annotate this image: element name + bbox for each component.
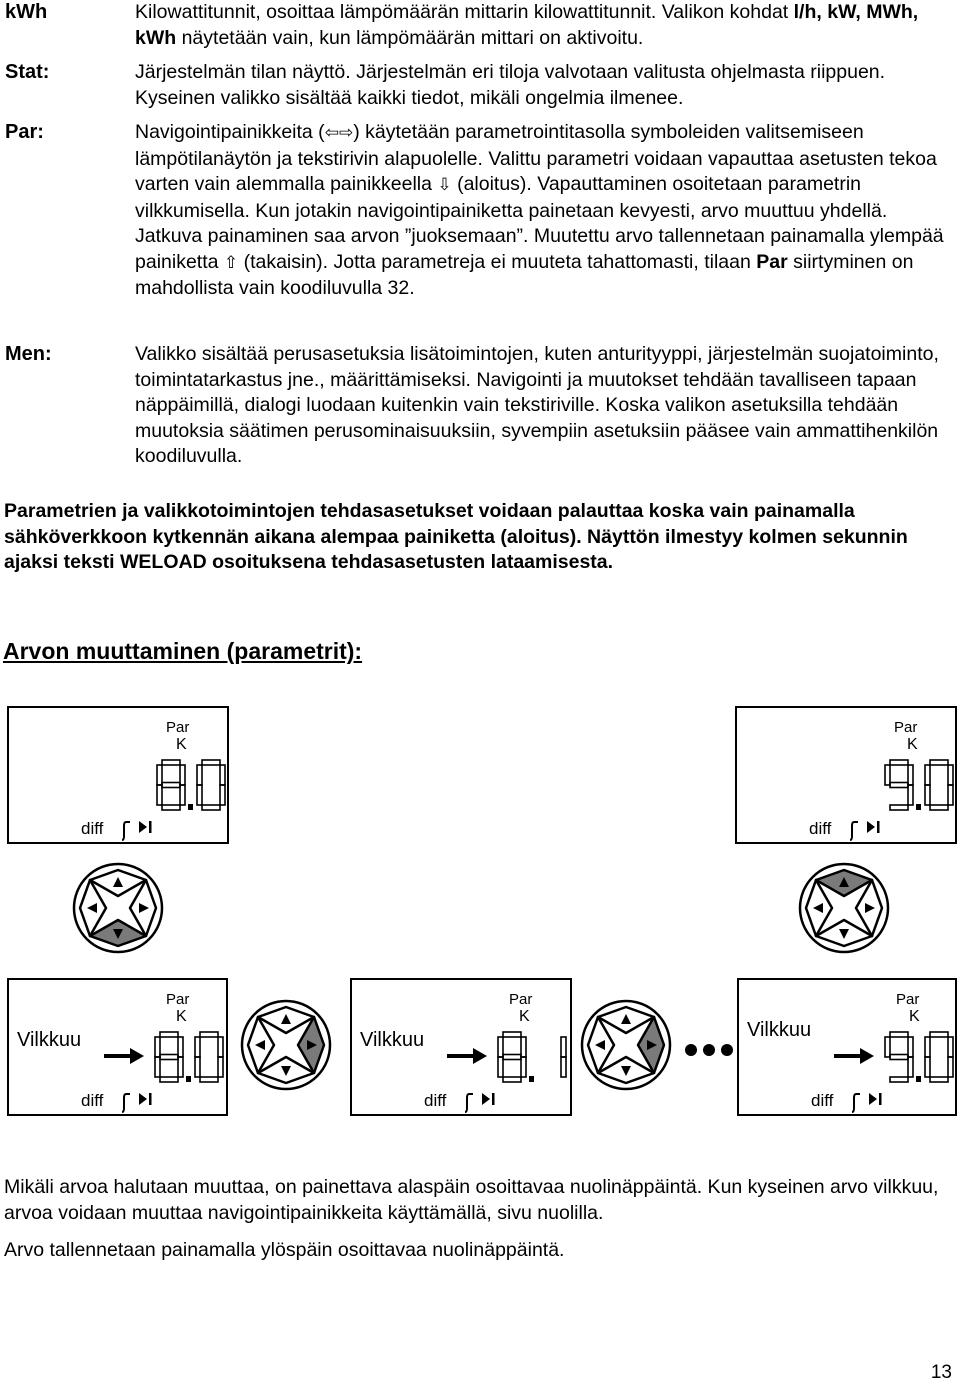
lcd-segment [561, 1057, 566, 1077]
figure-caption-1: Mikäli arvoa halutaan muuttaa, on painettava alaspäin osoittavaa nuolinäppäintä. Kun kyseinen arvo vilkkuu, arvoa voidaan muuttaa navigointipainikkeita käyttämällä, sivu nuolilla. [4, 1176, 939, 1224]
lcd-segment [160, 1077, 178, 1082]
ellipsis-icon [684, 1040, 734, 1063]
arrow-right-icon [447, 1048, 487, 1064]
lcd-digit [195, 1032, 223, 1082]
play-next-icon [139, 1093, 152, 1105]
lcd-segment [948, 1037, 953, 1057]
lcd-decimal-point [916, 1076, 921, 1082]
nav-pad-up-pressed [798, 862, 890, 960]
unit-label: K [909, 1008, 920, 1025]
lcd-digit [925, 1032, 953, 1082]
lcd-segment [197, 785, 202, 805]
par-label: Par [894, 719, 918, 736]
lcd-value [885, 1032, 953, 1082]
lcd-value [155, 1032, 223, 1082]
play-next-icon [139, 821, 152, 833]
lcd-segment [561, 1037, 566, 1057]
lcd-digit [155, 1032, 183, 1082]
blink-label: Vilkkuu [747, 1019, 812, 1041]
def-stat: Järjestelmän tilan näyttö. Järjestelmän eri tiloja valvotaan valitusta ohjelmasta riippuen. Kyseinen valikko sisältää kaikki tiedot, mikäli ongelmia ilmenee. [135, 61, 886, 109]
lcd-segment [195, 1037, 200, 1057]
blink-label: Vilkkuu [17, 1029, 82, 1051]
par-label: Par [509, 991, 533, 1008]
relay-icon [122, 1094, 130, 1112]
arrow-right-icon [834, 1048, 874, 1064]
lcd-display-blink-step [350, 978, 572, 1116]
lcd-segment [890, 760, 908, 765]
lcd-segment [890, 1077, 908, 1082]
lcd-digit [925, 760, 953, 810]
definition-stat [5, 60, 950, 120]
lcd-segment [162, 805, 180, 810]
lcd-segment [890, 1055, 908, 1060]
term-stat: Stat: [5, 61, 50, 83]
lcd-segment [925, 785, 930, 805]
relay-icon [465, 1094, 473, 1112]
par-label: Par [896, 991, 920, 1008]
left-arrow-icon: ⇦ [324, 123, 339, 143]
lcd-segment [503, 1077, 521, 1082]
definition-list [5, 0, 950, 470]
definition-par [5, 120, 950, 332]
lcd-segment [503, 1055, 521, 1060]
lcd-digit [561, 1037, 566, 1077]
lcd-segment [925, 1057, 930, 1077]
factory-reset-note: Parametrien ja valikkotoimintojen tehdasasetukset voidaan palauttaa koska vain painamalla sähköverkkoon kytkennän aikana alempaa painiketta (aloitus). Näyttön ilmestyy kolmen sekunnin ajaksi teksti WELOAD osoituksena tehdasasetusten lataamisesta. [4, 500, 908, 573]
lcd-decimal-point [916, 804, 921, 810]
nav-pad-down-pressed [72, 862, 164, 960]
lcd-segment [220, 765, 225, 785]
lcd-segment [195, 1057, 200, 1077]
lcd-decimal-point [529, 1076, 534, 1082]
par-label: Par [166, 991, 190, 1008]
unit-label: K [176, 1008, 187, 1025]
lcd-segment [925, 765, 930, 785]
lcd-display-blink-final [737, 978, 957, 1116]
relay-icon [852, 1094, 860, 1112]
lcd-segment [948, 765, 953, 785]
unit-label: K [519, 1008, 530, 1025]
lcd-segment [202, 760, 220, 765]
lcd-segment [890, 805, 908, 810]
def-kwh: Kilowattitunnit, osoittaa lämpömäärän mittarin kilowattitunnit. Valikon kohdat l/h, kW, MWh, kWh näytetään vain, kun lämpömäärän mittari on aktivoitu. [135, 1, 919, 49]
lcd-digit [197, 760, 225, 810]
lcd-segment [948, 785, 953, 805]
nav-pad-right-pressed-1 [240, 999, 332, 1097]
lcd-digit [157, 760, 185, 810]
unit-label: K [907, 736, 918, 753]
param-label: diff [811, 1091, 834, 1110]
section-heading: Arvon muuttaminen (parametrit): [3, 638, 363, 664]
lcd-segment [200, 1032, 218, 1037]
lcd-decimal-point [188, 804, 193, 810]
lcd-display-blink-initial [7, 978, 228, 1116]
play-next-icon [482, 1093, 495, 1105]
lcd-segment [890, 783, 908, 788]
lcd-segment [160, 1032, 178, 1037]
right-arrow-icon: ⇨ [338, 123, 354, 143]
lcd-segment [503, 1032, 521, 1037]
unit-label: K [176, 736, 187, 753]
lcd-segment [890, 1032, 908, 1037]
term-men: Men: [5, 343, 52, 365]
param-label: diff [424, 1091, 447, 1110]
lcd-segment [220, 785, 225, 805]
lcd-segment [197, 765, 202, 785]
lcd-value [885, 760, 953, 810]
lcd-digit [498, 1032, 526, 1082]
lcd-segment [930, 760, 948, 765]
lcd-decimal-point [186, 1076, 191, 1082]
lcd-segment [218, 1037, 223, 1057]
lcd-digit [885, 760, 913, 810]
relay-icon [122, 822, 130, 840]
page-number: 13 [930, 1362, 952, 1383]
lcd-value [498, 1032, 566, 1082]
def-men: Valikko sisältää perusasetuksia lisätoimintojen, kuten anturityyppi, järjestelmän suojatoiminto, toimintatarkastus jne., määrittämiseksi. Navigointi ja muutokset tehdään tavalliseen tapaan näppäimillä, dialogi luodaan kuitenkin vain tekstiriville. Koska valikon asetuksilla tehdään muutoksia säätimen perusominaisuuksiin, syvempiin asetuksiin pääsee vain ammattihenkilön koodiluvulla. [135, 343, 939, 467]
lcd-digit [885, 1032, 913, 1082]
term-kwh: kWh [5, 1, 48, 23]
lcd-segment [160, 1055, 178, 1060]
par-label: Par [166, 719, 190, 736]
lcd-segment [925, 1037, 930, 1057]
lcd-segment [218, 1057, 223, 1077]
lcd-segment [930, 1032, 948, 1037]
down-arrow-icon: ⇩ [437, 175, 452, 195]
lcd-display-initial [7, 706, 229, 844]
arrow-right-icon [104, 1048, 144, 1064]
figure-caption-2: Arvo tallennetaan painamalla ylöspäin osoittavaa nuolinäppäintä. [4, 1239, 565, 1261]
lcd-segment [162, 783, 180, 788]
def-par: Navigointipainikkeita (⇦⇨) käytetään parametrointitasolla symboleiden valitsemiseen lämpötilanäytön ja tekstirivin alapuolelle. Valittu parametri voidaan vapauttaa asetusten tekoa varten vain alemmalla painikkeella ⇩ (aloitus). Vapauttaminen osoitetaan parametrin vilkkumisella. Kun jotakin navigointipainiketta painetaan kevyesti, arvo muuttuu yhdellä. Jatkuva painaminen saa arvon ”juoksemaan”. Muutettu arvo tallennetaan painamalla ylempää painiketta ⇧ (takaisin). Jotta parametreja ei muuteta tahattomasti, tilaan Par siirtyminen on mahdollista vain koodiluvulla 32. [135, 121, 944, 299]
lcd-value [157, 760, 225, 810]
lcd-segment [202, 805, 220, 810]
param-label: diff [809, 819, 832, 838]
lcd-display-final-top [735, 706, 957, 844]
lcd-segment [948, 1057, 953, 1077]
definition-men [5, 342, 950, 470]
definition-kwh [5, 0, 950, 52]
nav-pad-right-pressed-2 [580, 999, 672, 1097]
relay-icon [850, 822, 858, 840]
param-label: diff [81, 819, 104, 838]
blink-label: Vilkkuu [360, 1029, 425, 1051]
lcd-segment [930, 1077, 948, 1082]
lcd-segment [930, 805, 948, 810]
term-par: Par: [5, 121, 44, 143]
play-next-icon [869, 1093, 882, 1105]
param-label: diff [81, 1091, 104, 1110]
up-arrow-icon: ⇧ [223, 252, 239, 273]
play-next-icon [867, 821, 880, 833]
lcd-segment [200, 1077, 218, 1082]
lcd-segment [162, 760, 180, 765]
